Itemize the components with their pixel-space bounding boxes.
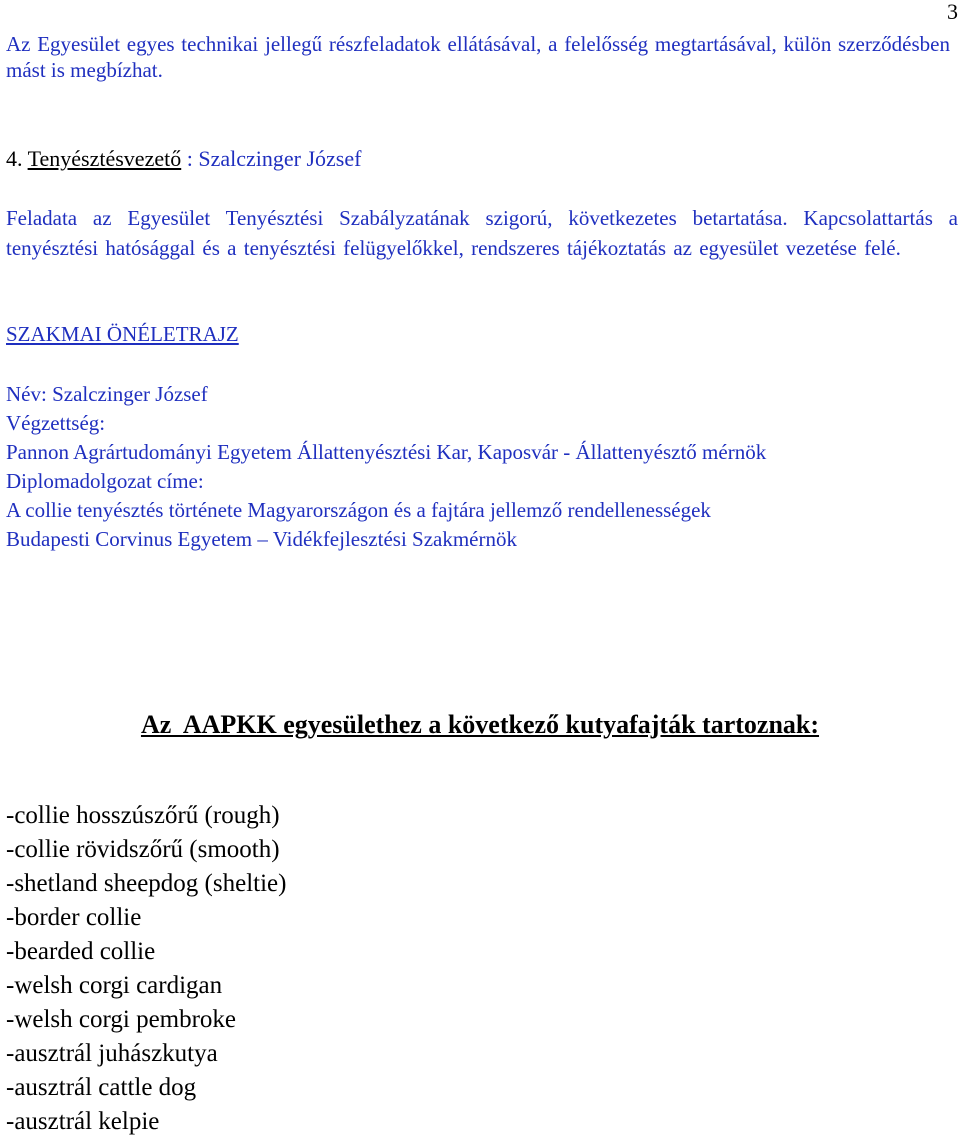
cv-line-thesis-title: A collie tenyésztés története Magyarországon és a fajtára jellemző rendellenességek <box>6 498 711 522</box>
list-item: -welsh corgi pembroke <box>6 1006 237 1033</box>
list-item: -ausztrál juhászkutya <box>6 1040 218 1067</box>
section-separator: : <box>181 146 199 171</box>
page-number: 3 <box>947 0 958 24</box>
list-item: -shetland sheepdog (sheltie) <box>6 870 287 897</box>
cv-line-education-label: Végzettség: <box>6 411 106 435</box>
list-item: -welsh corgi cardigan <box>6 972 223 999</box>
list-item: -bearded collie <box>6 938 156 965</box>
intro-paragraph: Az Egyesület egyes technikai jellegű részfeladatok ellátásával, a felelősség megtartásával, külön szerződésben mást is megbízhat. <box>6 32 950 82</box>
cv-lines <box>6 380 956 554</box>
list-item: -ausztrál kelpie <box>6 1108 160 1135</box>
cv-line-name: Név: Szalczinger József <box>6 382 208 406</box>
cv-title: SZAKMAI ÖNÉLETRAJZ <box>6 322 239 346</box>
breed-list <box>6 799 286 1139</box>
list-item: -border collie <box>6 904 142 931</box>
cv-line-university: Pannon Agrártudományi Egyetem Állattenyésztési Kar, Kaposvár - Állattenyésztő mérnök <box>6 440 767 464</box>
cv-block <box>6 320 956 551</box>
list-item: -ausztrál cattle dog <box>6 1074 197 1101</box>
section-person-name: Szalczinger József <box>198 146 362 171</box>
section-number: 4. <box>6 146 23 171</box>
duties-paragraph: Feladata az Egyesület Tenyésztési Szabályzatának szigorú, következetes betartatása. Kapcsolattartás a tenyésztési hatósággal és a tenyésztési felügyelőkkel, rendszeres tájékoztatás az egyesület vezetése felé. <box>6 206 958 260</box>
list-item: -collie hosszúszőrű (rough) <box>6 802 280 829</box>
cv-line-second-degree: Budapesti Corvinus Egyetem – Vidékfejlesztési Szakmérnök <box>6 527 517 551</box>
breeds-heading: Az AAPKK egyesülethez a következő kutyafajták tartoznak: <box>140 710 820 739</box>
cv-line-thesis-label: Diplomadolgozat címe: <box>6 469 204 493</box>
section-heading <box>6 146 361 172</box>
section-title: Tenyésztésvezető <box>27 146 182 171</box>
list-item: -collie rövidszőrű (smooth) <box>6 836 280 863</box>
